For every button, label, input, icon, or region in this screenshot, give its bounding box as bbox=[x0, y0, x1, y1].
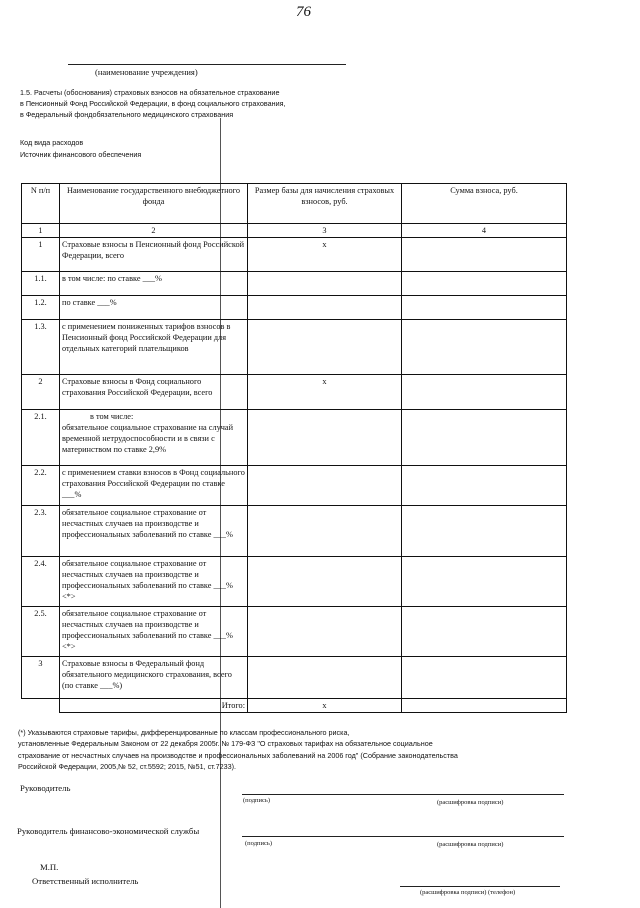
row-fund-name-cell bbox=[60, 410, 248, 466]
row-number: 2 bbox=[22, 375, 60, 410]
header-num: N п/п bbox=[22, 184, 60, 224]
column-number: 3 bbox=[248, 224, 402, 238]
head-signature-line[interactable] bbox=[242, 794, 564, 795]
row-base-cell[interactable] bbox=[248, 320, 402, 375]
finance-head-signature-decoding-caption: (расшифровка подписи) bbox=[437, 841, 504, 848]
row-sum-cell[interactable] bbox=[402, 272, 567, 296]
row-sum-cell[interactable] bbox=[402, 657, 567, 699]
row-number: 1.1. bbox=[22, 272, 60, 296]
expense-code-label: Код вида расходов bbox=[20, 138, 84, 147]
row-sum-cell[interactable] bbox=[402, 320, 567, 375]
row-base-cell[interactable]: x bbox=[248, 375, 402, 410]
footnote-line: установленные Федеральным Законом от 22 декабря 2005г. № 179-ФЗ "О страховых тарифах на обязательное социальное bbox=[18, 739, 433, 749]
total-row bbox=[22, 699, 567, 713]
row-sum-cell[interactable] bbox=[402, 557, 567, 607]
heading-line-3: в Федеральный фондобязательного медицинского страхования bbox=[20, 110, 234, 119]
row-sum-cell[interactable] bbox=[402, 375, 567, 410]
head-signature-label: Руководитель bbox=[20, 783, 71, 793]
responsible-signature-line[interactable] bbox=[400, 886, 560, 887]
table-row bbox=[22, 557, 567, 607]
row-number: 2.4. bbox=[22, 557, 60, 607]
row-number: 2.5. bbox=[22, 607, 60, 657]
total-base-cell[interactable]: x bbox=[248, 699, 402, 713]
row-number: 1 bbox=[22, 238, 60, 272]
row-number: 2.3. bbox=[22, 506, 60, 557]
row-fund-name: Страховые взносы в Пенсионный фонд Российской Федерации, всего bbox=[60, 238, 248, 272]
heading-line-2: в Пенсионный Фонд Российской Федерации, в фонд социального страхования, bbox=[20, 99, 286, 108]
row-number: 2.1. bbox=[22, 410, 60, 466]
row-sum-cell[interactable] bbox=[402, 410, 567, 466]
head-signature-decoding-caption: (расшифровка подписи) bbox=[437, 799, 504, 806]
row-number: 1.2. bbox=[22, 296, 60, 320]
row-sum-cell[interactable] bbox=[402, 607, 567, 657]
heading-line-1: 1.5. Расчеты (обоснования) страховых взносов на обязательное страхование bbox=[20, 88, 280, 97]
contributions-table bbox=[21, 183, 567, 713]
row-fund-name: Страховые взносы в Фонд социального страхования Российской Федерации, всего bbox=[60, 375, 248, 410]
row-fund-name: обязательное социальное страхование от несчастных случаев на производстве и профессиональных заболеваний по ставке ___% <*> bbox=[60, 557, 248, 607]
row-number: 1.3. bbox=[22, 320, 60, 375]
table-row bbox=[22, 272, 567, 296]
total-spacer bbox=[22, 699, 60, 713]
row-base-cell[interactable]: x bbox=[248, 238, 402, 272]
row-base-cell[interactable] bbox=[248, 506, 402, 557]
row-number: 2.2. bbox=[22, 466, 60, 506]
page-number: 76 bbox=[296, 4, 311, 20]
row-base-cell[interactable] bbox=[248, 466, 402, 506]
row-fund-name: с применением ставки взносов в Фонд социального страхования Российской Федерации по ставке ___% bbox=[60, 466, 248, 506]
row-fund-name: по ставке ___% bbox=[60, 296, 248, 320]
row-fund-name: обязательное социальное страхование на случай временной нетрудоспособности и в связи с материнством по ставке 2,9% bbox=[62, 423, 234, 454]
table-row bbox=[22, 506, 567, 557]
table-row bbox=[22, 296, 567, 320]
footnote-line: Российской Федерации, 2005,№ 52, ст.5592; 2015, №51, ст.7233). bbox=[18, 762, 237, 772]
responsible-executor-label: Ответственный исполнитель bbox=[32, 876, 139, 886]
column-number: 1 bbox=[22, 224, 60, 238]
row-base-cell[interactable] bbox=[248, 296, 402, 320]
table-row bbox=[22, 466, 567, 506]
column-number: 4 bbox=[402, 224, 567, 238]
table-header-row bbox=[22, 184, 567, 224]
row-fund-name: в том числе: по ставке ___% bbox=[60, 272, 248, 296]
table-row bbox=[22, 238, 567, 272]
row-fund-name: обязательное социальное страхование от несчастных случаев на производстве и профессиональных заболеваний по ставке ___% bbox=[60, 506, 248, 557]
row-sum-cell[interactable] bbox=[402, 238, 567, 272]
total-label: Итого: bbox=[60, 699, 248, 713]
column-number: 2 bbox=[60, 224, 248, 238]
responsible-signature-caption: (расшифровка подписи) (телефон) bbox=[420, 889, 516, 896]
row-sum-cell[interactable] bbox=[402, 466, 567, 506]
funding-source-label: Источник финансового обеспечения bbox=[20, 150, 142, 159]
row-intro-text: в том числе: bbox=[90, 412, 134, 421]
row-fund-name: Страховые взносы в Федеральный фонд обязательного медицинского страхования, всего (по ставке ___%) bbox=[60, 657, 248, 699]
table-row bbox=[22, 657, 567, 699]
table-row bbox=[22, 375, 567, 410]
footnote-line: (*) Указываются страховые тарифы, дифференцированные по классам профессионального риска, bbox=[18, 728, 350, 737]
row-sum-cell[interactable] bbox=[402, 296, 567, 320]
head-signature-caption: (подпись) bbox=[243, 797, 270, 804]
row-base-cell[interactable] bbox=[248, 657, 402, 699]
footnote-line: страхование от несчастных случаев на производстве и профессиональных заболеваний на 2006 год" (Собрание законодательства bbox=[18, 750, 458, 760]
finance-head-signature-line[interactable] bbox=[242, 836, 564, 837]
row-number: 3 bbox=[22, 657, 60, 699]
organization-name-line bbox=[68, 64, 346, 65]
finance-head-signature-caption: (подпись) bbox=[245, 840, 272, 847]
header-sum: Сумма взноса, руб. bbox=[402, 184, 567, 224]
header-base: Размер базы для начисления страховых взносов, руб. bbox=[248, 184, 402, 224]
finance-head-signature-label: Руководитель финансово-экономической службы bbox=[17, 826, 200, 836]
table-row bbox=[22, 607, 567, 657]
table-row bbox=[22, 410, 567, 466]
row-fund-name: обязательное социальное страхование от несчастных случаев на производстве и профессиональных заболеваний по ставке ___% <*> bbox=[60, 607, 248, 657]
row-base-cell[interactable] bbox=[248, 557, 402, 607]
footnote bbox=[18, 727, 458, 773]
column-number-row bbox=[22, 224, 567, 238]
header-fund-name: Наименование государственного внебюджетного фонда bbox=[60, 184, 248, 224]
row-fund-name: с применением пониженных тарифов взносов в Пенсионный фонд Российской Федерации для отдельных категорий плательщиков bbox=[60, 320, 248, 375]
table-row bbox=[22, 320, 567, 375]
stamp-place-label: М.П. bbox=[40, 862, 59, 872]
row-base-cell[interactable] bbox=[248, 272, 402, 296]
row-sum-cell[interactable] bbox=[402, 506, 567, 557]
total-sum-cell[interactable] bbox=[402, 699, 567, 713]
row-base-cell[interactable] bbox=[248, 410, 402, 466]
organization-caption: (наименование учреждения) bbox=[95, 67, 198, 77]
row-base-cell[interactable] bbox=[248, 607, 402, 657]
